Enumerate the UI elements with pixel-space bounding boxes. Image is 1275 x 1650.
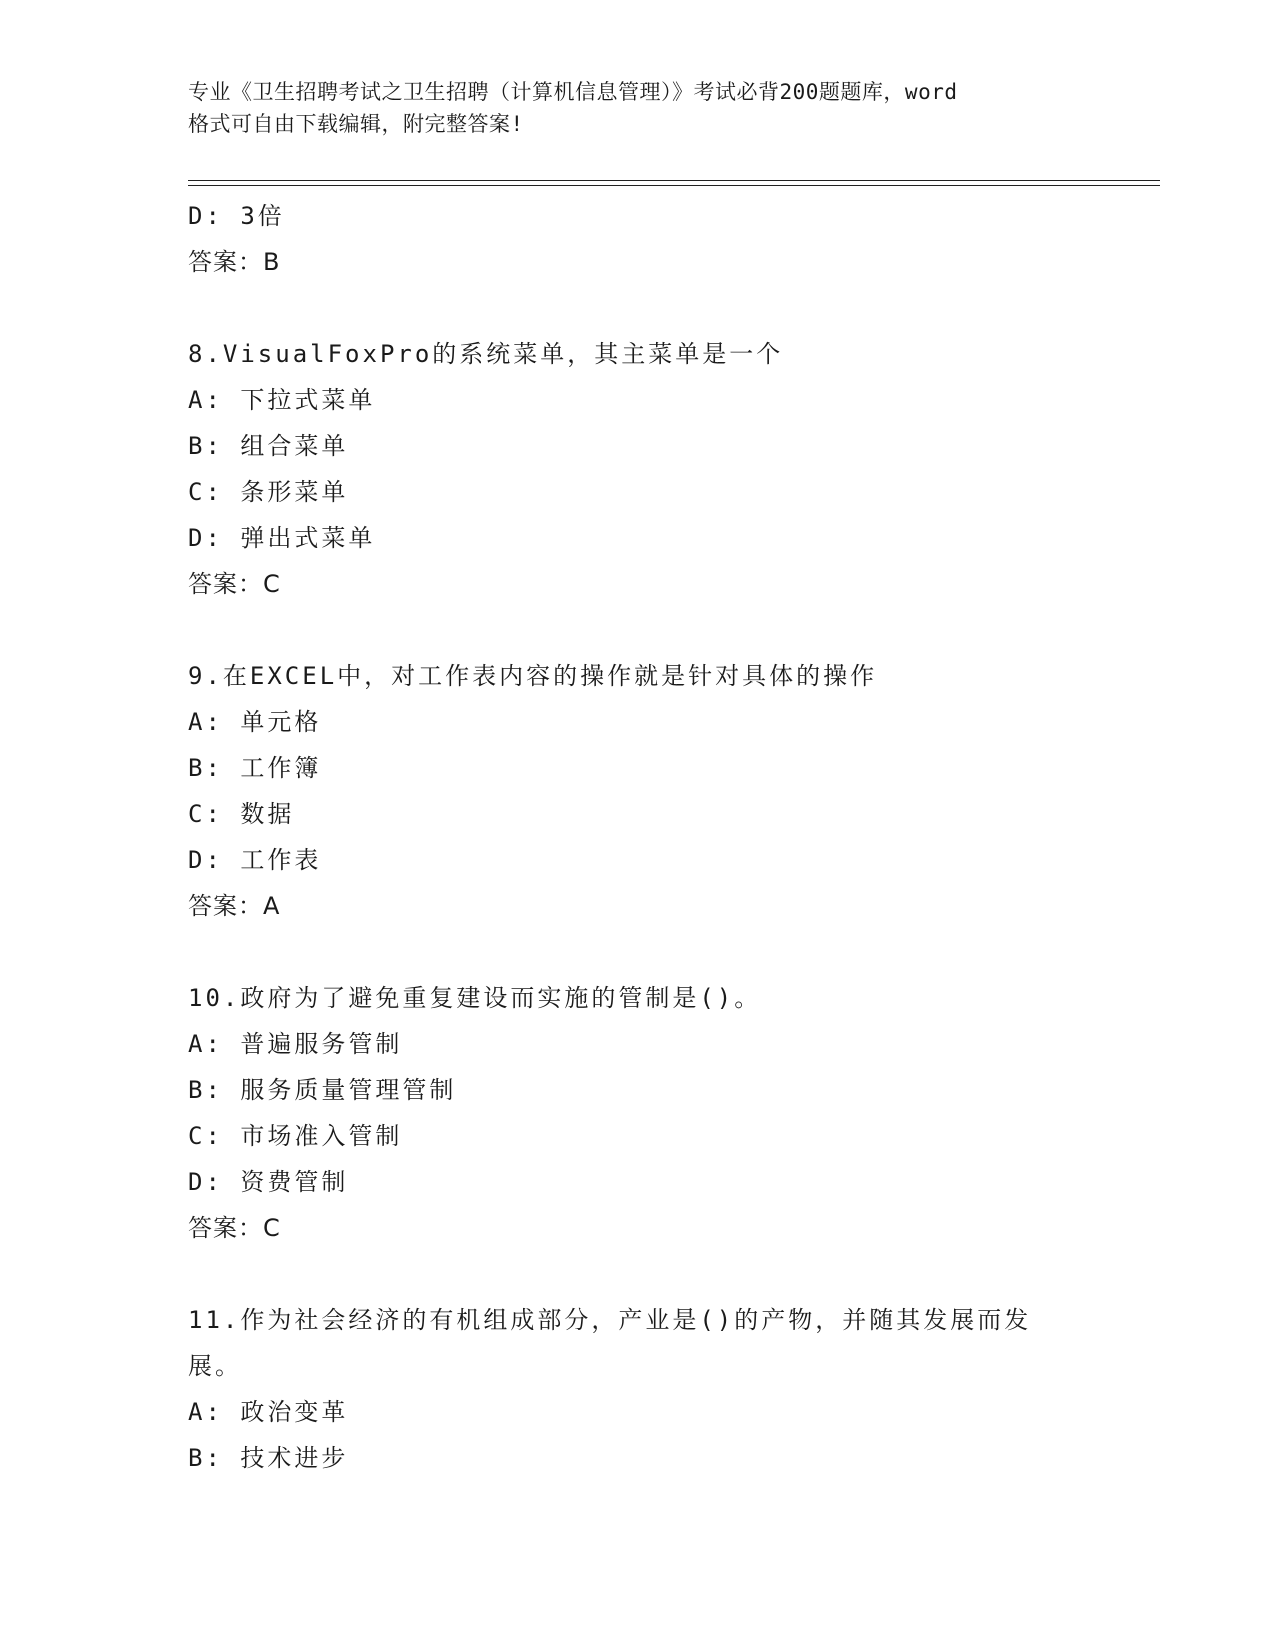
answer-line: 答案：B bbox=[188, 248, 281, 276]
option-a: A: 普遍服务管制 bbox=[188, 1030, 403, 1058]
option-b: B: 技术进步 bbox=[188, 1444, 349, 1472]
header-line-1: 专业《卫生招聘考试之卫生招聘（计算机信息管理）》考试必背200题题库，word bbox=[188, 80, 958, 104]
question-7-fragment bbox=[188, 193, 1088, 285]
question-title: 8.VisualFoxPro的系统菜单，其主菜单是一个 bbox=[188, 340, 784, 368]
question-title-line-2: 展。 bbox=[188, 1352, 242, 1380]
answer-line: 答案：C bbox=[188, 1214, 281, 1242]
option-d: D: 资费管制 bbox=[188, 1168, 349, 1196]
question-title: 10.政府为了避免重复建设而实施的管制是()。 bbox=[188, 984, 762, 1012]
question-title: 9.在EXCEL中，对工作表内容的操作就是针对具体的操作 bbox=[188, 662, 878, 690]
header-divider-top bbox=[188, 180, 1160, 181]
option-c: C: 数据 bbox=[188, 800, 295, 828]
document-body bbox=[188, 193, 1088, 1481]
option-a: A: 下拉式菜单 bbox=[188, 386, 376, 414]
question-11 bbox=[188, 1297, 1088, 1481]
option-d: D: 工作表 bbox=[188, 846, 322, 874]
question-8 bbox=[188, 331, 1088, 607]
answer-line: 答案：C bbox=[188, 570, 281, 598]
answer-line: 答案：A bbox=[188, 892, 281, 920]
option-c: C: 条形菜单 bbox=[188, 478, 349, 506]
document-header bbox=[188, 76, 1088, 140]
option-a: A: 政治变革 bbox=[188, 1398, 349, 1426]
header-divider-bottom bbox=[188, 185, 1160, 186]
option-d: D: 3倍 bbox=[188, 202, 285, 230]
question-9 bbox=[188, 653, 1088, 929]
option-b: B: 工作簿 bbox=[188, 754, 322, 782]
question-10 bbox=[188, 975, 1088, 1251]
option-b: B: 服务质量管理管制 bbox=[188, 1076, 457, 1104]
option-c: C: 市场准入管制 bbox=[188, 1122, 403, 1150]
option-d: D: 弹出式菜单 bbox=[188, 524, 376, 552]
header-line-2: 格式可自由下载编辑，附完整答案! bbox=[188, 112, 524, 136]
option-b: B: 组合菜单 bbox=[188, 432, 349, 460]
question-title-line-1: 11.作为社会经济的有机组成部分，产业是()的产物，并随其发展而发 bbox=[188, 1306, 1032, 1334]
option-a: A: 单元格 bbox=[188, 708, 322, 736]
